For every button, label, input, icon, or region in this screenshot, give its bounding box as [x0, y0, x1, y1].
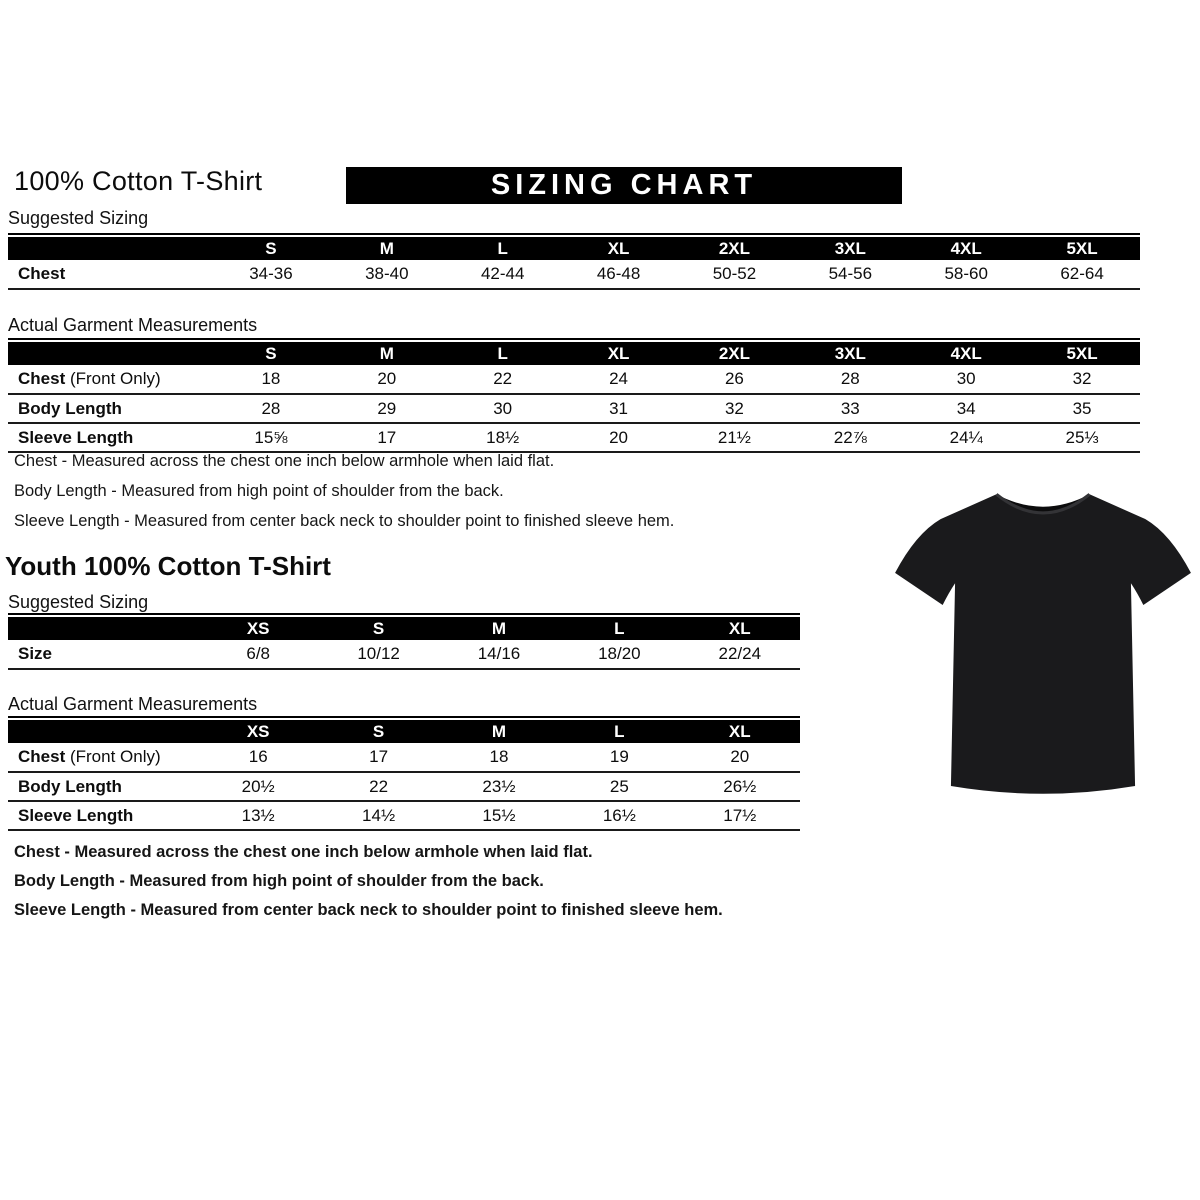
youth-section-title: Youth 100% Cotton T-Shirt	[5, 551, 331, 581]
measurement-value-cell: 20	[680, 743, 800, 772]
measurement-value-cell: 16½	[559, 801, 679, 830]
measurement-row	[8, 260, 1140, 289]
measurement-row-label: Chest	[8, 260, 213, 289]
youth-note-chest: Chest - Measured across the chest one inch below armhole when laid flat.	[14, 843, 593, 861]
measurement-value-cell: 22⅞	[792, 423, 908, 452]
measurement-value-cell: 28	[213, 394, 329, 423]
youth-measurement-notes	[14, 843, 723, 930]
measurement-value-cell: 18	[213, 365, 329, 394]
measurement-row	[8, 365, 1140, 394]
measurement-value-cell: 17	[318, 743, 438, 772]
measurement-value-cell: 18½	[445, 423, 561, 452]
size-column-header: XL	[680, 720, 800, 743]
measurement-value-cell: 24¼	[908, 423, 1024, 452]
measurement-value-cell: 17½	[680, 801, 800, 830]
measurement-value-cell: 18	[439, 743, 559, 772]
measurement-value-cell: 32	[677, 394, 793, 423]
measurement-value-cell: 35	[1024, 394, 1140, 423]
size-column-header: XL	[680, 617, 800, 640]
youth-actual-measurements-table	[8, 716, 800, 831]
size-column-header: XS	[198, 720, 318, 743]
adult-actual-measurements-table	[8, 338, 1140, 453]
size-column-header: 2XL	[677, 237, 793, 260]
size-column-header: M	[329, 237, 445, 260]
measurement-value-cell: 34-36	[213, 260, 329, 289]
measurement-value-cell: 14/16	[439, 640, 559, 669]
measurement-value-cell: 24	[561, 365, 677, 394]
size-column-header: 3XL	[792, 237, 908, 260]
sizing-chart-banner: SIZING CHART	[346, 167, 902, 204]
measurement-value-cell: 46-48	[561, 260, 677, 289]
size-column-header: XS	[198, 617, 318, 640]
measurement-value-cell: 25	[559, 772, 679, 801]
size-header-spacer	[8, 237, 213, 260]
measurement-row	[8, 423, 1140, 452]
measurement-value-cell: 25⅓	[1024, 423, 1140, 452]
measurement-value-cell: 54-56	[792, 260, 908, 289]
size-header-row	[8, 237, 1140, 260]
measurement-value-cell: 29	[329, 394, 445, 423]
size-column-header: L	[559, 617, 679, 640]
measurement-value-cell: 26	[677, 365, 793, 394]
size-header-row	[8, 720, 800, 743]
measurement-value-cell: 22	[318, 772, 438, 801]
measurement-value-cell: 15⅝	[213, 423, 329, 452]
measurement-value-cell: 22/24	[680, 640, 800, 669]
black-tshirt-image	[893, 468, 1193, 833]
measurement-row-label: Chest (Front Only)	[8, 365, 213, 394]
measurement-row	[8, 394, 1140, 423]
measurement-value-cell: 19	[559, 743, 679, 772]
size-column-header: S	[318, 720, 438, 743]
size-header-spacer	[8, 720, 198, 743]
page-title: 100% Cotton T-Shirt	[14, 166, 263, 196]
measurement-value-cell: 30	[445, 394, 561, 423]
adult-suggested-sizing-label: Suggested Sizing	[8, 208, 149, 228]
measurement-row-label: Body Length	[8, 394, 213, 423]
adult-measurement-notes	[14, 452, 674, 542]
measurement-value-cell: 30	[908, 365, 1024, 394]
measurement-row-label: Body Length	[8, 772, 198, 801]
size-column-header: S	[213, 237, 329, 260]
size-header-row	[8, 342, 1140, 365]
size-column-header: S	[318, 617, 438, 640]
measurement-value-cell: 15½	[439, 801, 559, 830]
adult-note-body-length: Body Length - Measured from high point of shoulder from the back.	[14, 482, 504, 500]
measurement-value-cell: 16	[198, 743, 318, 772]
size-header-spacer	[8, 617, 198, 640]
measurement-value-cell: 26½	[680, 772, 800, 801]
size-column-header: 2XL	[677, 342, 793, 365]
measurement-value-cell: 18/20	[559, 640, 679, 669]
measurement-value-cell: 14½	[318, 801, 438, 830]
measurement-value-cell: 20	[329, 365, 445, 394]
measurement-row	[8, 640, 800, 669]
measurement-value-cell: 32	[1024, 365, 1140, 394]
adult-suggested-sizing-table	[8, 233, 1140, 290]
size-column-header: M	[329, 342, 445, 365]
measurement-value-cell: 34	[908, 394, 1024, 423]
measurement-row-label: Sleeve Length	[8, 423, 213, 452]
size-header-row	[8, 617, 800, 640]
size-column-header: 4XL	[908, 237, 1024, 260]
measurement-row	[8, 772, 800, 801]
size-column-header: S	[213, 342, 329, 365]
measurement-value-cell: 62-64	[1024, 260, 1140, 289]
measurement-value-cell: 38-40	[329, 260, 445, 289]
tshirt-body-shape	[895, 494, 1191, 793]
youth-suggested-sizing-label: Suggested Sizing	[8, 592, 149, 612]
measurement-value-cell: 20½	[198, 772, 318, 801]
size-column-header: L	[445, 237, 561, 260]
youth-actual-measurements-label: Actual Garment Measurements	[8, 694, 258, 714]
measurement-value-cell: 33	[792, 394, 908, 423]
measurement-value-cell: 28	[792, 365, 908, 394]
measurement-value-cell: 21½	[677, 423, 793, 452]
size-column-header: M	[439, 617, 559, 640]
measurement-value-cell: 42-44	[445, 260, 561, 289]
adult-note-sleeve-length: Sleeve Length - Measured from center back neck to shoulder point to finished sleeve hem.	[14, 512, 675, 530]
size-column-header: 3XL	[792, 342, 908, 365]
measurement-row-label: Sleeve Length	[8, 801, 198, 830]
size-column-header: 5XL	[1024, 237, 1140, 260]
measurement-value-cell: 6/8	[198, 640, 318, 669]
measurement-row	[8, 743, 800, 772]
measurement-row	[8, 801, 800, 830]
measurement-value-cell: 22	[445, 365, 561, 394]
measurement-value-cell: 20	[561, 423, 677, 452]
size-column-header: L	[559, 720, 679, 743]
youth-suggested-sizing-table	[8, 613, 800, 670]
size-column-header: 5XL	[1024, 342, 1140, 365]
size-column-header: M	[439, 720, 559, 743]
adult-actual-measurements-label: Actual Garment Measurements	[8, 315, 258, 335]
size-column-header: 4XL	[908, 342, 1024, 365]
size-column-header: XL	[561, 237, 677, 260]
measurement-row-label: Size	[8, 640, 198, 669]
measurement-value-cell: 50-52	[677, 260, 793, 289]
adult-note-chest: Chest - Measured across the chest one inch below armhole when laid flat.	[14, 452, 555, 470]
size-column-header: XL	[561, 342, 677, 365]
measurement-value-cell: 17	[329, 423, 445, 452]
measurement-row-label: Chest (Front Only)	[8, 743, 198, 772]
size-header-spacer	[8, 342, 213, 365]
youth-note-sleeve-length: Sleeve Length - Measured from center back neck to shoulder point to finished sleeve hem.	[14, 901, 723, 919]
youth-note-body-length: Body Length - Measured from high point of shoulder from the back.	[14, 872, 544, 890]
measurement-value-cell: 58-60	[908, 260, 1024, 289]
measurement-value-cell: 10/12	[318, 640, 438, 669]
measurement-value-cell: 23½	[439, 772, 559, 801]
measurement-value-cell: 13½	[198, 801, 318, 830]
size-column-header: L	[445, 342, 561, 365]
measurement-value-cell: 31	[561, 394, 677, 423]
